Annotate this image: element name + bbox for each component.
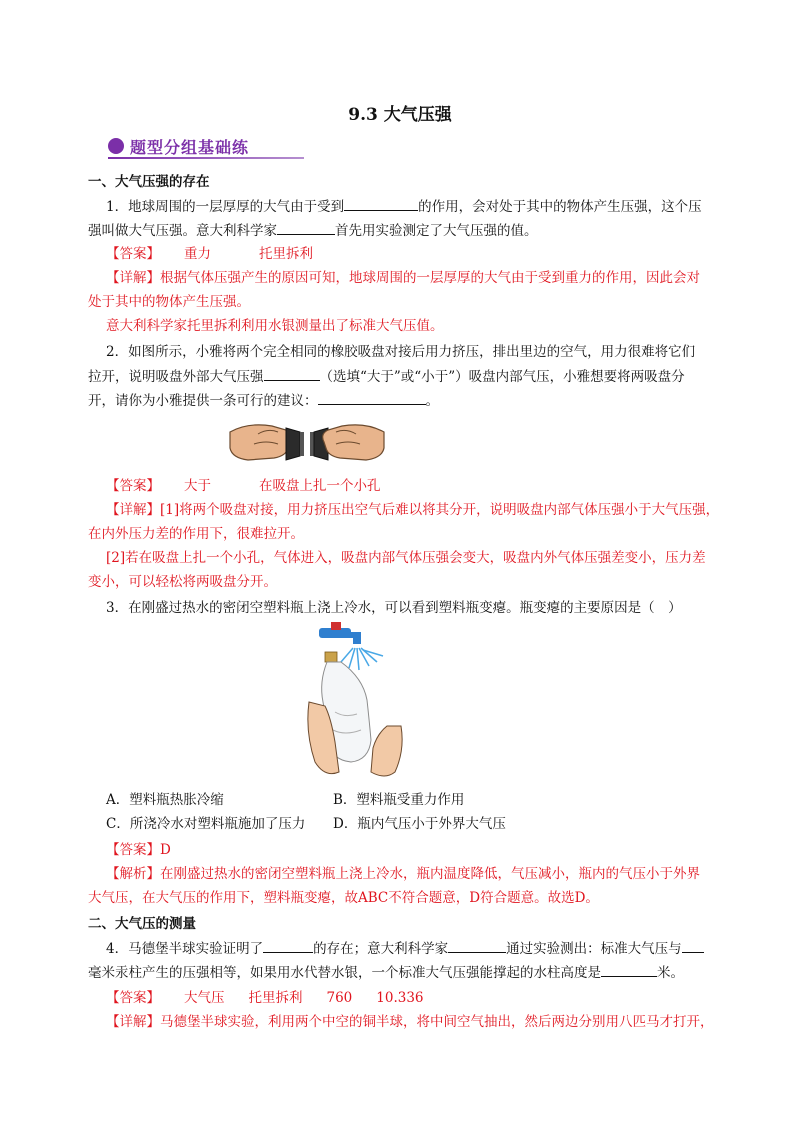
answer-tag: 【答案】 [106, 990, 160, 1006]
analysis-3-line-1 [106, 864, 700, 884]
answer-3 [106, 840, 171, 860]
detail-tag: 【详解】 [106, 270, 160, 286]
analysis-3-line-2: 大气压，在大气压的作用下，塑料瓶变瘪，故ABC不符合题意，D符合题意。故选D。 [88, 890, 599, 906]
answer-value: 760 [326, 990, 353, 1006]
text: 1．地球周围的一层厚厚的大气由于受到 [106, 199, 345, 215]
answer-blank [318, 390, 426, 405]
banner-underline [108, 157, 304, 159]
answer-4 [106, 988, 424, 1008]
text: 。 [425, 393, 439, 409]
text: 4．马德堡半球实验证明了 [106, 941, 264, 957]
text: 强叫做大气压强。意大利科学家 [88, 223, 277, 239]
answer-value: 托里拆利 [248, 990, 303, 1006]
text: 拉开，说明吸盘外部大气压强 [88, 369, 264, 385]
banner-title: 题型分组基础练 [130, 137, 250, 157]
detail-1-line-3: 意大利科学家托里拆利利用水银测量出了标准大气压值。 [106, 318, 444, 334]
answer-tag: 【答案】 [106, 842, 160, 858]
detail-2-line-2: 在内外压力差的作用下，很难拉开。 [88, 526, 304, 542]
text: 在刚盛过热水的密闭空塑料瓶上浇上冷水，瓶内温度降低，气压减小，瓶内的气压小于外界 [160, 866, 700, 882]
answer-value: 托里拆利 [259, 246, 313, 262]
detail-tag: 【详解】 [106, 1014, 160, 1030]
detail-1-line-2: 处于其中的物体产生压强。 [88, 294, 250, 310]
question-2-line-3 [88, 390, 439, 411]
answer-value: 10.336 [376, 990, 424, 1006]
text: 米。 [657, 965, 684, 981]
text: 毫米汞柱产生的压强相等，如果用水代替水银，一个标准大气压强能撑起的水柱高度是 [88, 965, 601, 981]
answer-2 [106, 476, 381, 496]
answer-1 [106, 244, 313, 264]
question-3: 3．在刚盛过热水的密闭空塑料瓶上浇上冷水，可以看到塑料瓶变瘪。瓶变瘪的主要原因是（ ） [106, 600, 682, 616]
text: 通过实验测出：标准大气压与 [506, 941, 682, 957]
option-a: A．塑料瓶热胀冷缩 [106, 792, 224, 808]
answer-blank [448, 938, 506, 953]
section-banner [108, 133, 304, 159]
question-2-line-1: 2．如图所示，小雅将两个完全相同的橡胶吸盘对接后用力挤压，排出里边的空气，用力很难将它们 [106, 344, 696, 360]
detail-1-line-1 [106, 268, 700, 288]
detail-2-line-4: 变小，可以轻松将两吸盘分开。 [88, 574, 277, 590]
section-heading-1: 一、大气压强的存在 [88, 174, 210, 190]
analysis-tag: 【解析】 [106, 866, 160, 882]
bullet-icon [108, 138, 124, 154]
question-1-line-1 [106, 196, 702, 217]
text: [1]将两个吸盘对接，用力挤压出空气后难以将其分开，说明吸盘内部气体压强小于大气压强， [160, 502, 720, 518]
option-c: C．所浇冷水对塑料瓶施加了压力 [106, 816, 306, 832]
detail-tag: 【详解】 [106, 502, 160, 518]
answer-blank [601, 962, 657, 977]
answer-blank [264, 366, 320, 381]
text: 首先用实验测定了大气压强的值。 [335, 223, 538, 239]
answer-blank [263, 938, 313, 953]
text: （选填“大于”或“小于”）吸盘内部气压，小雅想要将两吸盘分 [319, 369, 685, 385]
question-4-line-1 [106, 938, 704, 959]
text: 马德堡半球实验，利用两个中空的铜半球，将中间空气抽出，然后两边分别用八匹马才打开， [160, 1014, 714, 1030]
suction-cups-figure [228, 418, 386, 470]
answer-tag: 【答案】 [106, 478, 160, 494]
answer-blank [277, 220, 335, 235]
text: 根据气体压强产生的原因可知，地球周围的一层厚厚的大气由于受到重力的作用，因此会对 [160, 270, 700, 286]
answer-value: 大气压 [184, 990, 225, 1006]
answer-blank [344, 196, 418, 211]
detail-2-line-1 [106, 500, 719, 520]
question-4-line-2 [88, 962, 684, 983]
bottle-faucet-figure [305, 622, 405, 780]
text: 开，请你为小雅提供一条可行的建议： [88, 393, 318, 409]
detail-4-line-1 [106, 1012, 714, 1032]
text: 的存在；意大利科学家 [313, 941, 449, 957]
answer-value: 大于 [184, 478, 211, 494]
answer-value: D [160, 842, 171, 858]
option-d: D．瓶内气压小于外界大气压 [333, 816, 506, 832]
answer-blank [682, 938, 704, 953]
option-b: B．塑料瓶受重力作用 [333, 792, 465, 808]
answer-value: 在吸盘上扎一个小孔 [259, 478, 381, 494]
section-heading-2: 二、大气压的测量 [88, 916, 196, 932]
answer-tag: 【答案】 [106, 246, 160, 262]
question-2-line-2 [88, 366, 685, 387]
question-1-line-2 [88, 220, 538, 241]
page-title: 9.3 大气压强 [348, 105, 452, 125]
text: 的作用，会对处于其中的物体产生压强，这个压 [418, 199, 702, 215]
detail-2-line-3: [2]若在吸盘上扎一个小孔，气体进入，吸盘内部气体压强会变大，吸盘内外气体压强差变小，压力差 [106, 550, 706, 566]
answer-value: 重力 [184, 246, 211, 262]
